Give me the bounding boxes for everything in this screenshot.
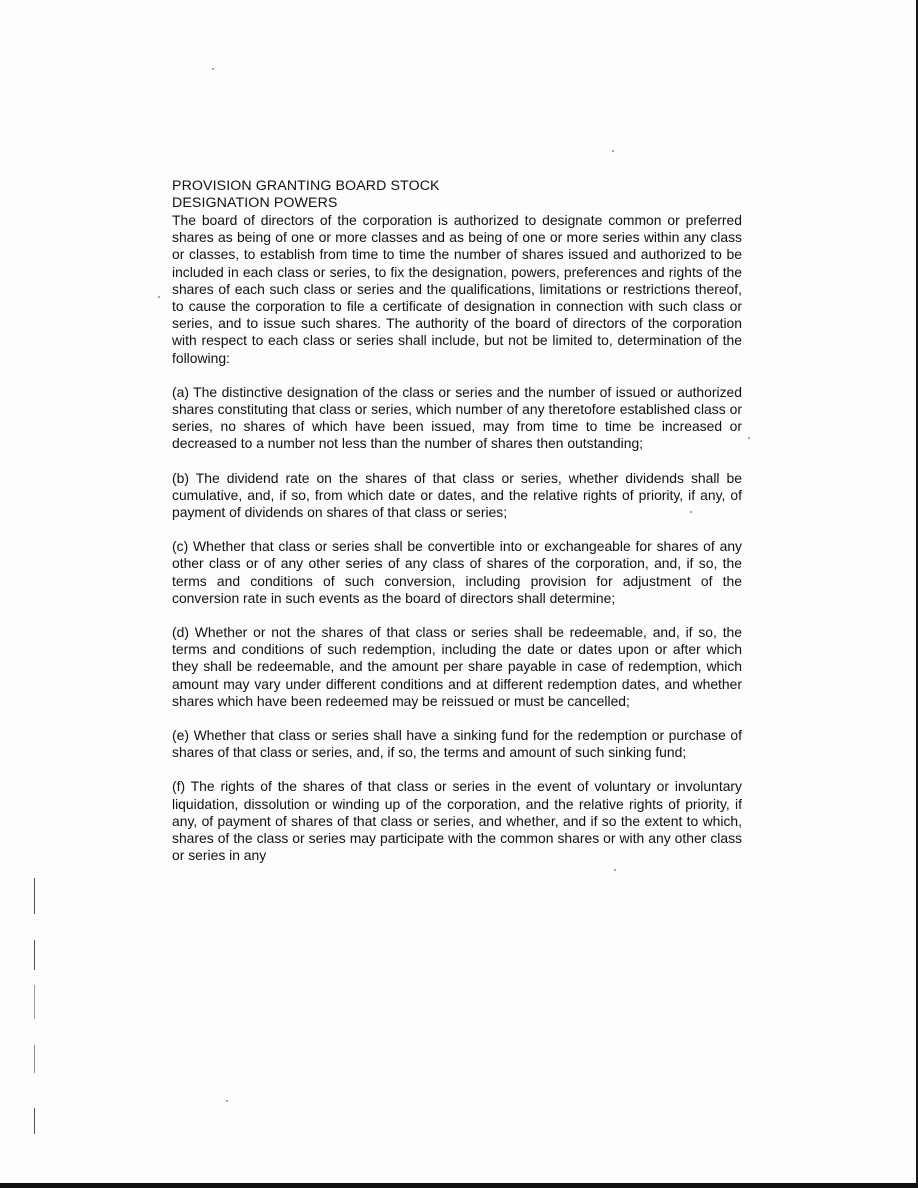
intro-paragraph: The board of directors of the corporation is authorized to designate common or preferred shares as being of one or more classes and as being of one or more series within any class or classes, to establish from time to time the number of shares issued and authorized to be included in each class or series, to fix the designation, powers, preferences and rights of the shares of each such class or series and the qualifications, limitations or restrictions thereof, to cause the corporation to file a certificate of designation in connection with such class or series, and to issue such shares. The authority of the board of directors of the corporation with respect to each class or series shall include, but not be limited to, determination of the following: [172,212,742,366]
clause-b: (b) The dividend rate on the shares of that class or series, whether dividends shall be cumulative, and, if so, from which date or dates, and the relative rights of priority, if any, of payment of dividends on shares of that class or series; [172,469,742,521]
scan-margin-mark [34,985,35,1019]
document-title-line-2: DESIGNATION POWERS [172,195,338,211]
clause-d: (d) Whether or not the shares of that class or series shall be redeemable, and, if so, the terms and conditions of such redemption, including the date or dates upon or after which they shall be redeemable, and the amount per share payable in case of redemption, which amount may vary under different conditions and at different redemption dates, and whether shares which have been redeemed may be reissued or must be cancelled; [172,624,742,709]
scan-margin-mark [34,940,35,970]
scan-speck [612,150,614,152]
document-title-line-1: PROVISION GRANTING BOARD STOCK [172,178,440,194]
clause-f: (f) The rights of the shares of that class or series in the event of voluntary or involuntary liquidation, dissolution or winding up of the corporation, and the relative rights of priority, if any, of payment of shares of that class or series, and whether, and if so the extent to which, shares of the class or series may participate with the common shares or with any other class or series in any [172,778,742,864]
scan-speck [212,68,214,70]
scan-speck [158,296,160,298]
scan-speck [748,437,750,439]
clause-a: (a) The distinctive designation of the class or series and the number of issued or authorized shares constituting that class or series, which number of any theretofore established class or series, no shares of which have been issued, may from time to time be increased or decreased to a number not less than the number of shares then outstanding; [172,383,742,452]
scan-margin-mark [34,1108,35,1134]
scan-margin-mark [34,1045,35,1073]
document-body [172,178,742,882]
scan-margin-mark [34,878,35,914]
clause-e: (e) Whether that class or series shall have a sinking fund for the redemption or purchase of shares of that class or series, and, if so, the terms and amount of such sinking fund; [172,727,742,761]
clause-c: (c) Whether that class or series shall be convertible into or exchangeable for shares of any other class or of any other series of any class of shares of the corporation, and, if so, the terms and conditions of such conversion, including provision for adjustment of the conversion rate in such events as the board of directors shall determine; [172,538,742,606]
scan-speck [226,1100,228,1102]
scan-edge-bottom [0,1183,918,1188]
